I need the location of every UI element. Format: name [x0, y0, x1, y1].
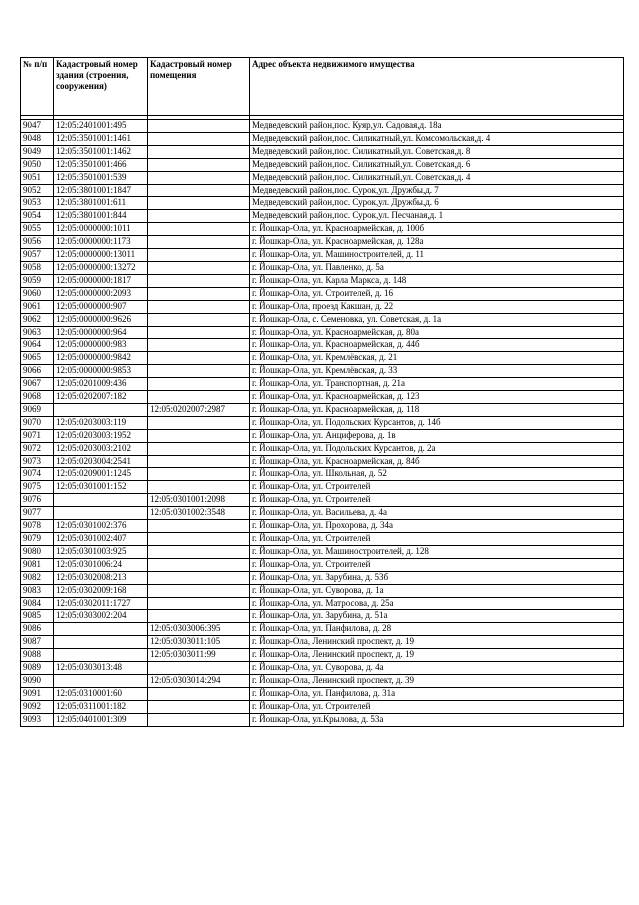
cell-premises-cadastral [148, 249, 250, 262]
table-row [21, 236, 624, 249]
cell-number: 9077 [21, 507, 54, 520]
table-row [21, 403, 624, 416]
cell-address: г. Йошкар-Ола, Ленинский проспект, д. 19 [250, 649, 624, 662]
cell-address: г. Йошкар-Ола, Ленинский проспект, д. 39 [250, 674, 624, 687]
cell-number: 9075 [21, 481, 54, 494]
cell-building-cadastral [54, 494, 148, 507]
cell-number: 9064 [21, 339, 54, 352]
cell-premises-cadastral [148, 300, 250, 313]
cell-building-cadastral: 12:05:3801001:611 [54, 197, 148, 210]
table-row [21, 597, 624, 610]
header-number: № п/п [21, 58, 54, 116]
cell-address: г. Йошкар-Ола, ул. Павленко, д. 5а [250, 261, 624, 274]
cell-number: 9059 [21, 274, 54, 287]
cell-number: 9050 [21, 158, 54, 171]
cell-address: Медведевский район,пос. Сурок,ул. Дружбы,д. 6 [250, 197, 624, 210]
cell-number: 9047 [21, 120, 54, 133]
cell-premises-cadastral [148, 158, 250, 171]
cell-building-cadastral [54, 507, 148, 520]
cell-address: Медведевский район,пос. Силикатный,ул. Советская,д. 6 [250, 158, 624, 171]
cell-address: г. Йошкар-Ола, ул. Зарубина, д. 51а [250, 610, 624, 623]
cell-building-cadastral: 12:05:0000000:1173 [54, 236, 148, 249]
cell-premises-cadastral [148, 184, 250, 197]
cell-number: 9087 [21, 636, 54, 649]
cell-address: г. Йошкар-Ола, ул. Панфилова, д. 31а [250, 687, 624, 700]
cell-number: 9078 [21, 520, 54, 533]
table-row [21, 649, 624, 662]
cell-premises-cadastral [148, 455, 250, 468]
cell-number: 9057 [21, 249, 54, 262]
cell-building-cadastral: 12:05:0311001:182 [54, 700, 148, 713]
cell-address: г. Йошкар-Ола, ул. Строителей [250, 533, 624, 546]
cell-building-cadastral: 12:05:0203003:2102 [54, 442, 148, 455]
cell-premises-cadastral [148, 442, 250, 455]
cell-number: 9060 [21, 287, 54, 300]
cell-address: г. Йошкар-Ола, ул. Красноармейская, д. 128а [250, 236, 624, 249]
cell-number: 9053 [21, 197, 54, 210]
cell-premises-cadastral [148, 274, 250, 287]
cell-building-cadastral [54, 636, 148, 649]
cell-premises-cadastral [148, 687, 250, 700]
cell-number: 9054 [21, 210, 54, 223]
cell-premises-cadastral [148, 571, 250, 584]
cell-premises-cadastral [148, 468, 250, 481]
cell-number: 9071 [21, 429, 54, 442]
cell-premises-cadastral [148, 416, 250, 429]
cell-address: г. Йошкар-Ола, ул. Матросова, д. 25а [250, 597, 624, 610]
cell-premises-cadastral [148, 171, 250, 184]
table-row [21, 584, 624, 597]
cell-number: 9072 [21, 442, 54, 455]
cell-premises-cadastral [148, 339, 250, 352]
table-row [21, 249, 624, 262]
cell-number: 9052 [21, 184, 54, 197]
cell-number: 9086 [21, 623, 54, 636]
cell-address: г. Йошкар-Ола, Ленинский проспект, д. 19 [250, 636, 624, 649]
cell-building-cadastral: 12:05:0000000:1011 [54, 223, 148, 236]
cell-address: г. Йошкар-Ола, ул. Суворова, д. 1а [250, 584, 624, 597]
table-row [21, 223, 624, 236]
cell-building-cadastral: 12:05:0310001:60 [54, 687, 148, 700]
cell-building-cadastral: 12:05:0301001:152 [54, 481, 148, 494]
cell-address: г. Йошкар-Ола, ул. Строителей, д. 16 [250, 287, 624, 300]
cell-building-cadastral: 12:05:0301002:407 [54, 533, 148, 546]
cell-building-cadastral: 12:05:0301006:24 [54, 558, 148, 571]
table-row [21, 442, 624, 455]
cell-premises-cadastral [148, 365, 250, 378]
cell-number: 9066 [21, 365, 54, 378]
cell-building-cadastral: 12:05:0000000:2093 [54, 287, 148, 300]
cell-number: 9068 [21, 391, 54, 404]
cell-building-cadastral: 12:05:2401001:495 [54, 120, 148, 133]
cell-premises-cadastral [148, 326, 250, 339]
cell-premises-cadastral: 12:05:0303014:294 [148, 674, 250, 687]
cell-premises-cadastral [148, 584, 250, 597]
cell-address: г. Йошкар-Ола, ул.Крылова, д. 53а [250, 713, 624, 726]
cell-address: г. Йошкар-Ола, ул. Машиностроителей, д. 11 [250, 249, 624, 262]
cell-address: г. Йошкар-Ола, ул. Строителей [250, 558, 624, 571]
cell-building-cadastral: 12:05:3801001:1847 [54, 184, 148, 197]
cell-building-cadastral: 12:05:3501001:539 [54, 171, 148, 184]
cell-address: г. Йошкар-Ола, ул. Прохорова, д. 34а [250, 520, 624, 533]
cell-building-cadastral: 12:05:0000000:983 [54, 339, 148, 352]
cell-number: 9093 [21, 713, 54, 726]
cell-address: г. Йошкар-Ола, ул. Подольских Курсантов, д. 14б [250, 416, 624, 429]
cell-number: 9084 [21, 597, 54, 610]
cell-building-cadastral [54, 649, 148, 662]
cell-address: г. Йошкар-Ола, ул. Красноармейская, д. 84б [250, 455, 624, 468]
cell-building-cadastral: 12:05:3501001:1461 [54, 132, 148, 145]
cell-address: г. Йошкар-Ола, ул. Строителей [250, 700, 624, 713]
cell-premises-cadastral [148, 391, 250, 404]
cell-premises-cadastral [148, 545, 250, 558]
cell-building-cadastral [54, 403, 148, 416]
cell-premises-cadastral [148, 429, 250, 442]
cell-building-cadastral [54, 623, 148, 636]
cell-building-cadastral: 12:05:0202007:182 [54, 391, 148, 404]
table-row [21, 610, 624, 623]
cell-number: 9091 [21, 687, 54, 700]
property-table [20, 57, 624, 727]
table-row [21, 674, 624, 687]
cell-building-cadastral: 12:05:0302011:1727 [54, 597, 148, 610]
cell-number: 9085 [21, 610, 54, 623]
cell-address: Медведевский район,пос. Силикатный,ул. Советская,д. 4 [250, 171, 624, 184]
table-row [21, 184, 624, 197]
cell-premises-cadastral [148, 533, 250, 546]
cell-building-cadastral: 12:05:0000000:9853 [54, 365, 148, 378]
cell-number: 9090 [21, 674, 54, 687]
cell-premises-cadastral [148, 352, 250, 365]
cell-address: г. Йошкар-Ола, ул. Васильева, д. 4а [250, 507, 624, 520]
cell-premises-cadastral: 12:05:0301001:2098 [148, 494, 250, 507]
cell-address: г. Йошкар-Ола, ул. Зарубина, д. 53б [250, 571, 624, 584]
cell-number: 9074 [21, 468, 54, 481]
cell-premises-cadastral [148, 223, 250, 236]
cell-number: 9080 [21, 545, 54, 558]
cell-premises-cadastral [148, 313, 250, 326]
table-row [21, 300, 624, 313]
cell-address: г. Йошкар-Ола, ул. Подольских Курсантов, д. 2а [250, 442, 624, 455]
cell-premises-cadastral [148, 378, 250, 391]
cell-premises-cadastral [148, 197, 250, 210]
cell-address: г. Йошкар-Ола, ул. Транспортная, д. 21а [250, 378, 624, 391]
table-row [21, 158, 624, 171]
cell-address: г. Йошкар-Ола, ул. Красноармейская, д. 123 [250, 391, 624, 404]
cell-premises-cadastral [148, 700, 250, 713]
table-row [21, 520, 624, 533]
table-row [21, 132, 624, 145]
cell-number: 9083 [21, 584, 54, 597]
cell-premises-cadastral [148, 261, 250, 274]
cell-building-cadastral: 12:05:3801001:844 [54, 210, 148, 223]
cell-premises-cadastral [148, 610, 250, 623]
cell-building-cadastral [54, 674, 148, 687]
cell-address: г. Йошкар-Ола, ул. Красноармейская, д. 80а [250, 326, 624, 339]
cell-building-cadastral: 12:05:0303002:204 [54, 610, 148, 623]
cell-building-cadastral: 12:05:0203003:119 [54, 416, 148, 429]
cell-building-cadastral: 12:05:0000000:907 [54, 300, 148, 313]
cell-address: Медведевский район,пос. Сурок,ул. Песчаная,д. 1 [250, 210, 624, 223]
cell-address: г. Йошкар-Ола, с. Семеновка, ул. Советская, д. 1а [250, 313, 624, 326]
table-row [21, 623, 624, 636]
header-address: Адрес объекта недвижимого имущества [250, 58, 624, 116]
cell-premises-cadastral: 12:05:0301002:3548 [148, 507, 250, 520]
table-row [21, 700, 624, 713]
cell-number: 9058 [21, 261, 54, 274]
cell-building-cadastral: 12:05:0000000:13272 [54, 261, 148, 274]
table-row [21, 507, 624, 520]
cell-premises-cadastral [148, 287, 250, 300]
cell-building-cadastral: 12:05:0301002:376 [54, 520, 148, 533]
table-row [21, 533, 624, 546]
cell-number: 9051 [21, 171, 54, 184]
cell-number: 9089 [21, 662, 54, 675]
cell-address: г. Йошкар-Ола, ул. Суворова, д. 4а [250, 662, 624, 675]
table-row [21, 365, 624, 378]
cell-premises-cadastral [148, 145, 250, 158]
table-row [21, 429, 624, 442]
cell-number: 9069 [21, 403, 54, 416]
cell-address: г. Йошкар-Ола, ул. Кремлёвская, д. 21 [250, 352, 624, 365]
cell-address: г. Йошкар-Ола, ул. Панфилова, д. 28 [250, 623, 624, 636]
table-row [21, 261, 624, 274]
cell-building-cadastral: 12:05:0303013:48 [54, 662, 148, 675]
cell-number: 9073 [21, 455, 54, 468]
table-row [21, 145, 624, 158]
table-row [21, 197, 624, 210]
table-row [21, 481, 624, 494]
cell-premises-cadastral [148, 481, 250, 494]
cell-building-cadastral: 12:05:0203004:2541 [54, 455, 148, 468]
cell-building-cadastral: 12:05:0401001:309 [54, 713, 148, 726]
cell-premises-cadastral [148, 132, 250, 145]
cell-address: г. Йошкар-Ола, ул. Кремлёвская, д. 33 [250, 365, 624, 378]
cell-number: 9063 [21, 326, 54, 339]
table-row [21, 416, 624, 429]
document-page [20, 57, 623, 727]
header-building-cadastral: Кадастровый номер здания (строения, сооружения) [54, 58, 148, 116]
table-row [21, 171, 624, 184]
cell-address: г. Йошкар-Ола, ул. Машиностроителей, д. 128 [250, 545, 624, 558]
cell-building-cadastral: 12:05:0000000:9626 [54, 313, 148, 326]
cell-number: 9070 [21, 416, 54, 429]
table-row [21, 545, 624, 558]
cell-address: Медведевский район,пос. Силикатный,ул. Комсомольская,д. 4 [250, 132, 624, 145]
cell-premises-cadastral [148, 120, 250, 133]
cell-number: 9067 [21, 378, 54, 391]
table-row [21, 391, 624, 404]
cell-number: 9048 [21, 132, 54, 145]
cell-number: 9055 [21, 223, 54, 236]
cell-address: г. Йошкар-Ола, ул. Школьная, д. 52 [250, 468, 624, 481]
table-row [21, 339, 624, 352]
table-row [21, 571, 624, 584]
table-row [21, 378, 624, 391]
header-premises-cadastral: Кадастровый номер помещения [148, 58, 250, 116]
table-row [21, 558, 624, 571]
cell-building-cadastral: 12:05:0000000:964 [54, 326, 148, 339]
cell-address: Медведевский район,пос. Куяр,ул. Садовая,д. 18а [250, 120, 624, 133]
cell-premises-cadastral: 12:05:0303011:105 [148, 636, 250, 649]
table-row [21, 662, 624, 675]
cell-premises-cadastral: 12:05:0303011:99 [148, 649, 250, 662]
cell-building-cadastral: 12:05:0000000:13011 [54, 249, 148, 262]
cell-number: 9056 [21, 236, 54, 249]
cell-address: г. Йошкар-Ола, ул. Строителей [250, 494, 624, 507]
cell-number: 9092 [21, 700, 54, 713]
table-row [21, 468, 624, 481]
cell-number: 9061 [21, 300, 54, 313]
table-row [21, 713, 624, 726]
cell-number: 9081 [21, 558, 54, 571]
cell-building-cadastral: 12:05:0000000:1817 [54, 274, 148, 287]
cell-premises-cadastral [148, 520, 250, 533]
cell-address: Медведевский район,пос. Силикатный,ул. Советская,д. 8 [250, 145, 624, 158]
table-row [21, 313, 624, 326]
cell-premises-cadastral [148, 210, 250, 223]
cell-premises-cadastral [148, 597, 250, 610]
cell-address: г. Йошкар-Ола, ул. Красноармейская, д. 100б [250, 223, 624, 236]
table-row [21, 455, 624, 468]
table-row [21, 687, 624, 700]
cell-premises-cadastral [148, 558, 250, 571]
cell-address: г. Йошкар-Ола, ул. Красноармейская, д. 44б [250, 339, 624, 352]
table-row [21, 494, 624, 507]
cell-building-cadastral: 12:05:0301003:925 [54, 545, 148, 558]
cell-building-cadastral: 12:05:3501001:466 [54, 158, 148, 171]
cell-number: 9062 [21, 313, 54, 326]
table-row [21, 636, 624, 649]
cell-number: 9079 [21, 533, 54, 546]
cell-number: 9049 [21, 145, 54, 158]
cell-building-cadastral: 12:05:3501001:1462 [54, 145, 148, 158]
table-row [21, 326, 624, 339]
table-row [21, 120, 624, 133]
cell-address: г. Йошкар-Ола, ул. Красноармейская, д. 118 [250, 403, 624, 416]
table-row [21, 287, 624, 300]
table-header-row [21, 58, 624, 116]
cell-building-cadastral: 12:05:0302009:168 [54, 584, 148, 597]
cell-address: г. Йошкар-Ола, проезд Какшан, д. 22 [250, 300, 624, 313]
cell-number: 9088 [21, 649, 54, 662]
cell-number: 9082 [21, 571, 54, 584]
cell-address: г. Йошкар-Ола, ул. Анциферова, д. 1в [250, 429, 624, 442]
cell-building-cadastral: 12:05:0000000:9842 [54, 352, 148, 365]
cell-premises-cadastral [148, 236, 250, 249]
cell-building-cadastral: 12:05:0203003:1952 [54, 429, 148, 442]
cell-building-cadastral: 12:05:0209001:1245 [54, 468, 148, 481]
table-row [21, 210, 624, 223]
table-row [21, 352, 624, 365]
cell-building-cadastral: 12:05:0201009:436 [54, 378, 148, 391]
cell-building-cadastral: 12:05:0302008:213 [54, 571, 148, 584]
table-row [21, 274, 624, 287]
cell-address: г. Йошкар-Ола, ул. Карла Маркса, д. 148 [250, 274, 624, 287]
cell-address: г. Йошкар-Ола, ул. Строителей [250, 481, 624, 494]
cell-number: 9076 [21, 494, 54, 507]
cell-premises-cadastral [148, 662, 250, 675]
cell-address: Медведевский район,пос. Сурок,ул. Дружбы,д. 7 [250, 184, 624, 197]
cell-number: 9065 [21, 352, 54, 365]
cell-premises-cadastral: 12:05:0202007:2987 [148, 403, 250, 416]
cell-premises-cadastral [148, 713, 250, 726]
cell-premises-cadastral: 12:05:0303006:395 [148, 623, 250, 636]
